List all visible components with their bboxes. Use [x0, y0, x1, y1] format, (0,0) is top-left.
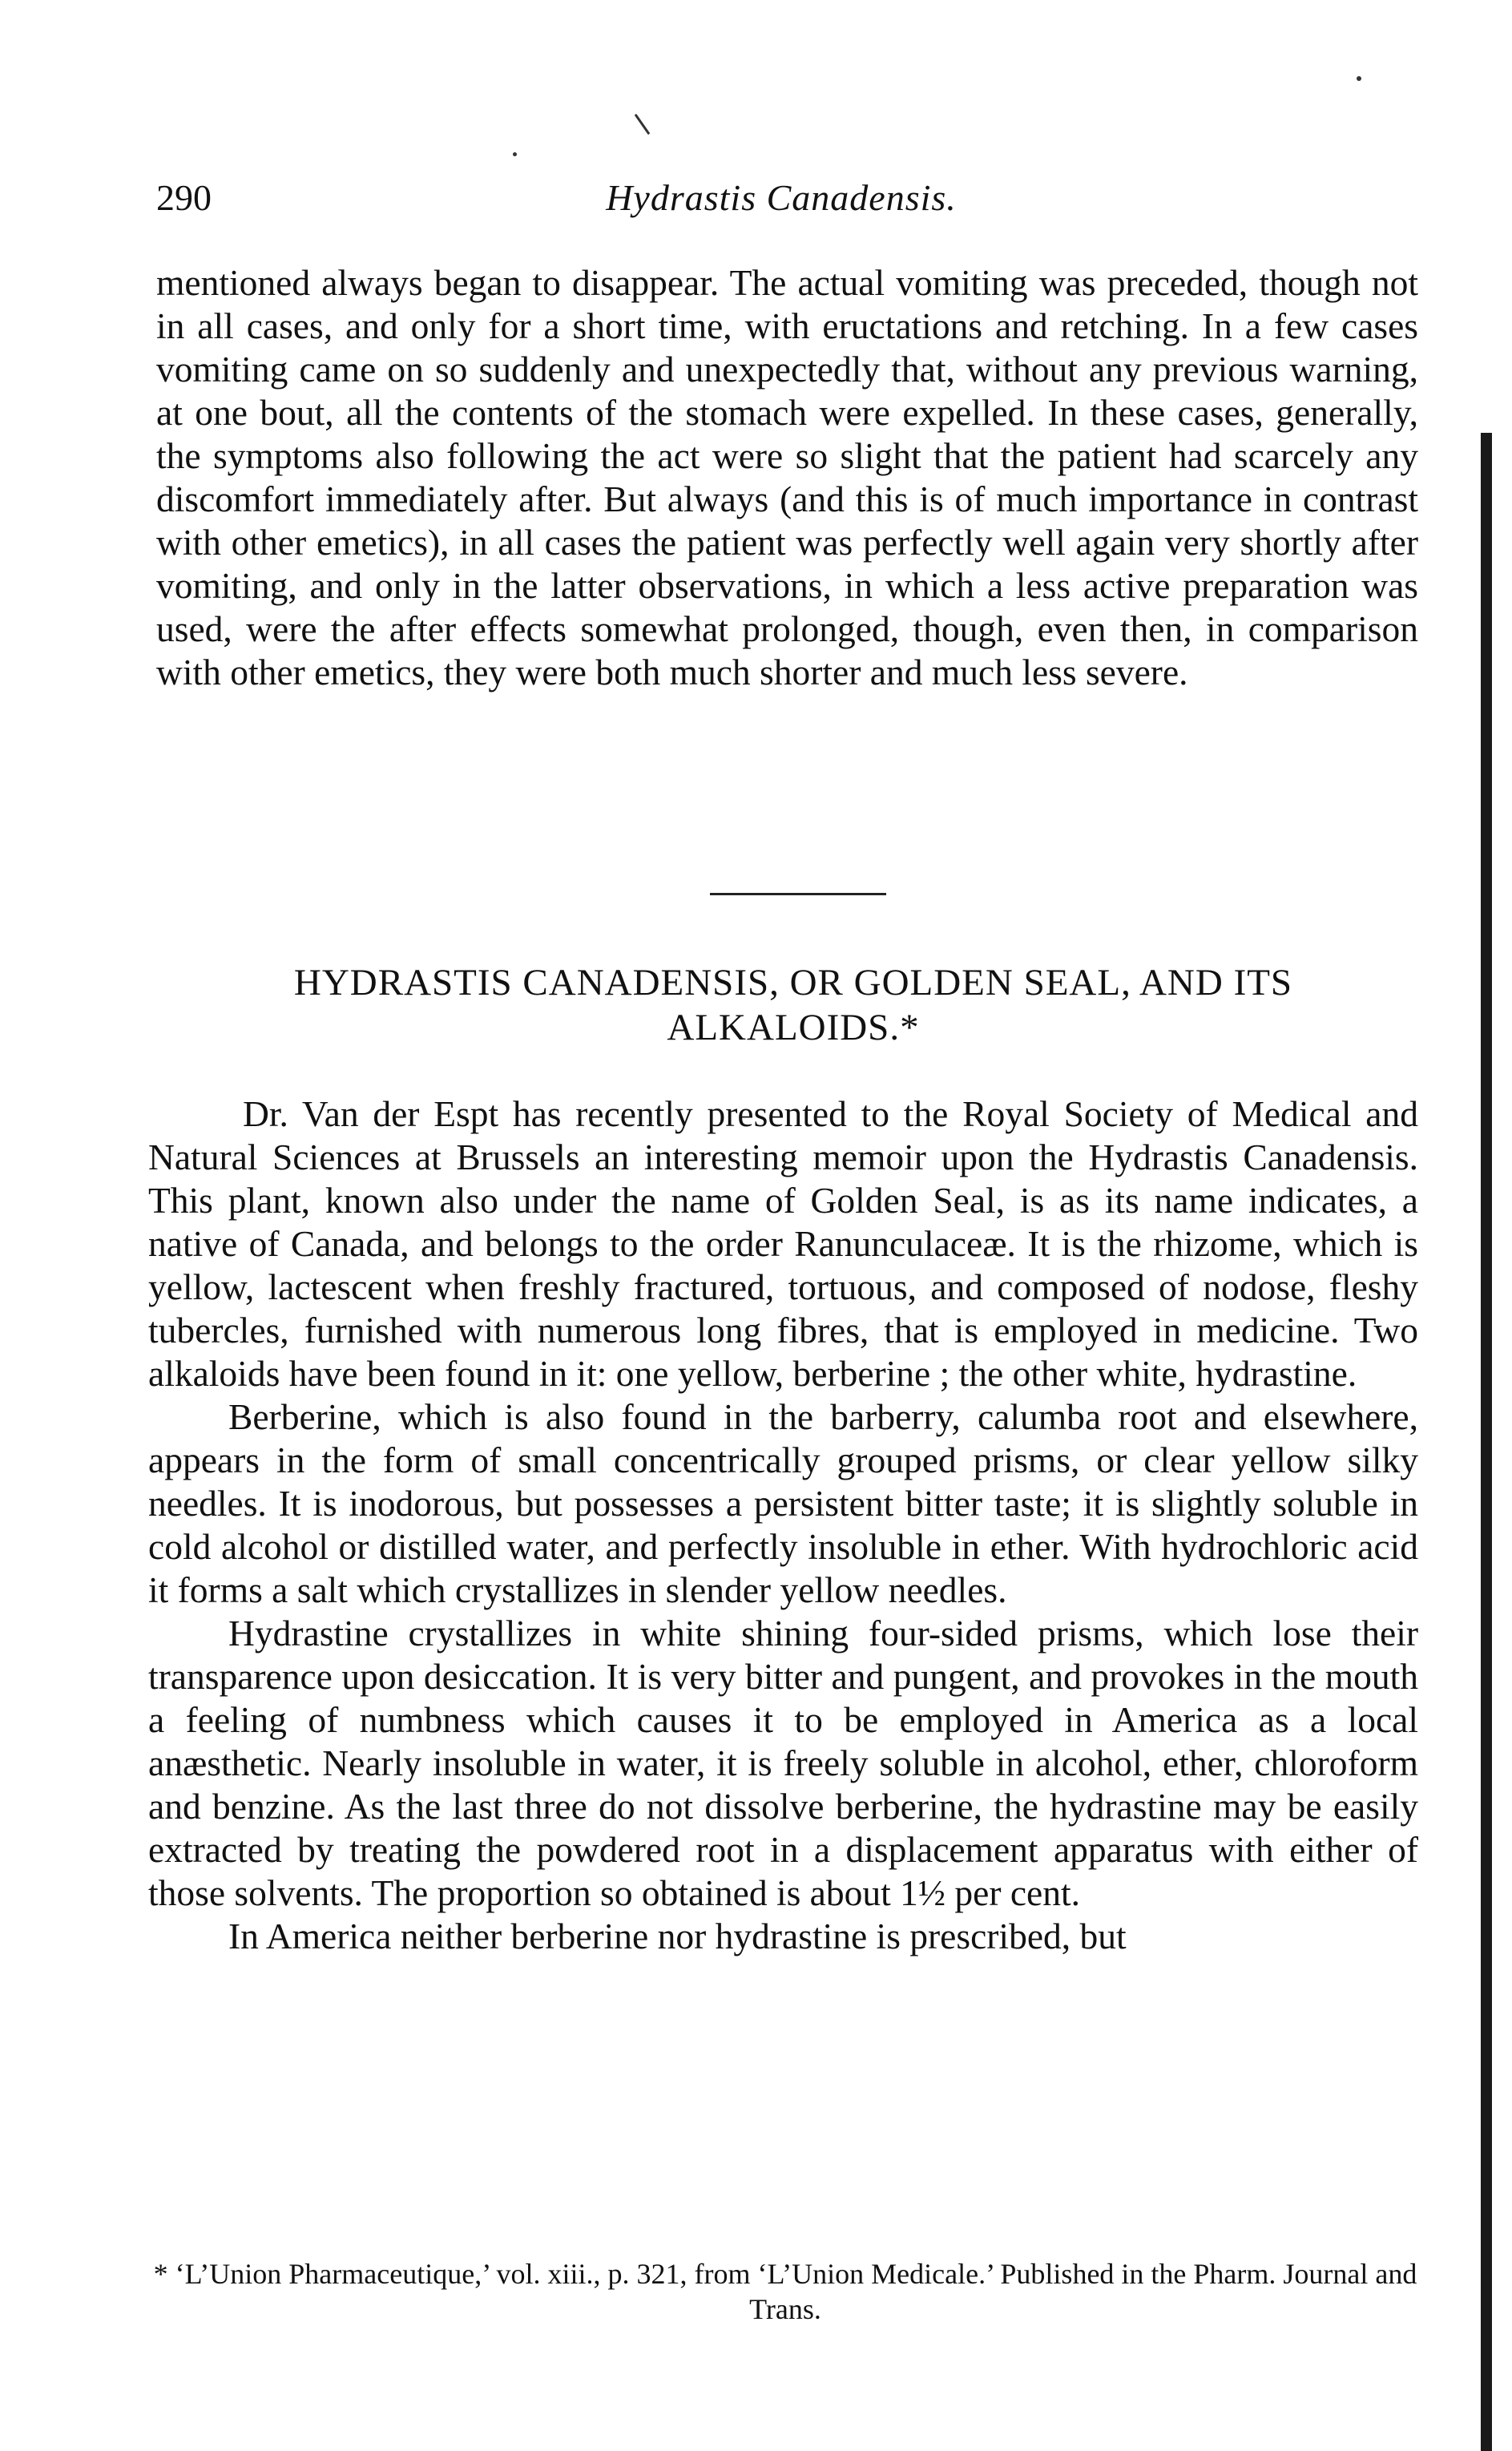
section-divider — [710, 893, 886, 895]
print-speck — [513, 152, 517, 156]
section-title-line-1: HYDRASTIS CANADENSIS, OR GOLDEN SEAL, AND ITS — [293, 962, 1293, 1003]
print-speck — [1357, 76, 1361, 81]
paragraph-hydrastine: Hydrastine crystallizes in white shining four-sided prisms, which lose their transparence upon desiccation. It is very bitter and pungent, and provokes in the mouth a feeling of numbness which causes it to be employed in America as a local anæsthetic. Nearly insoluble in water, it is freely soluble in alcohol, ether, chloroform and benzine. As the last three do not dissolve berberine, the hydrastine may be easily extracted by treating the powdered root in a displacement apparatus with either of those solvents. The proportion so obtained is about 1½ per cent. — [148, 1613, 1418, 1913]
paragraph-van-der-espt: Dr. Van der Espt has recently presented to the Royal Society of Medical and Natural Sciences at Brussels an interesting memoir upon the Hydrastis Canadensis. This plant, known also under the name of Golden Seal, is as its name indicates, a native of Canada, and belongs to the order Ranunculaceæ. It is the rhizome, which is yellow, lactescent when freshly fractured, tortuous, and composed of nodose, fleshy tubercles, furnished with numerous long fibres, that is employed in medicine. Two alkaloids have been found in it: one yellow, berberine ; the other white, hydrastine. — [148, 1093, 1418, 1394]
page-header — [156, 176, 1406, 232]
page-number: 290 — [156, 177, 212, 218]
section-title-line-2: ALKALOIDS.* — [667, 1007, 920, 1048]
continued-paragraph: mentioned always began to disappear. The actual vomiting was preceded, though not in all cases, and only for a short time, with eructations and retching. In a few cases vomiting came on so suddenly and unexpectedly that, without any previous warning, at one bout, all the contents of the stomach were expelled. In these cases, generally, the symptoms also following the act were so slight that the patient had scarcely any discomfort immediately after. But always (and this is of much importance in contrast with other emetics), in all cases the patient was perfectly well again very shortly after vomiting, and only in the latter observations, in which a less active preparation was used, were the after effects somewhat prolonged, though, even then, in comparison with other emetics, they were both much shorter and much less severe. — [156, 262, 1418, 692]
print-speck — [635, 114, 651, 135]
section-title — [144, 960, 1442, 1050]
running-title: Hydrastis Canadensis. — [606, 177, 957, 218]
paragraph-berberine: Berberine, which is also found in the barberry, calumba root and elsewhere, appears in the form of small concentrically grouped prisms, or clear yellow silky needles. It is inodorous, but possesses a persistent bitter taste; it is slightly soluble in cold alcohol or distilled water, and perfectly insoluble in ether. With hydrochloric acid it forms a salt which crystallizes in slender yellow needles. — [148, 1396, 1418, 1610]
binding-edge-shadow — [1481, 433, 1492, 2451]
section-body — [148, 1092, 1418, 1958]
footnote: * ‘L’Union Pharmaceutique,’ vol. xiii., p. 321, from ‘L’Union Medicale.’ Published in the Pharm. Journal and Trans. — [153, 2258, 1417, 2325]
paragraph-america: In America neither berberine nor hydrastine is prescribed, but — [228, 1916, 1127, 1956]
